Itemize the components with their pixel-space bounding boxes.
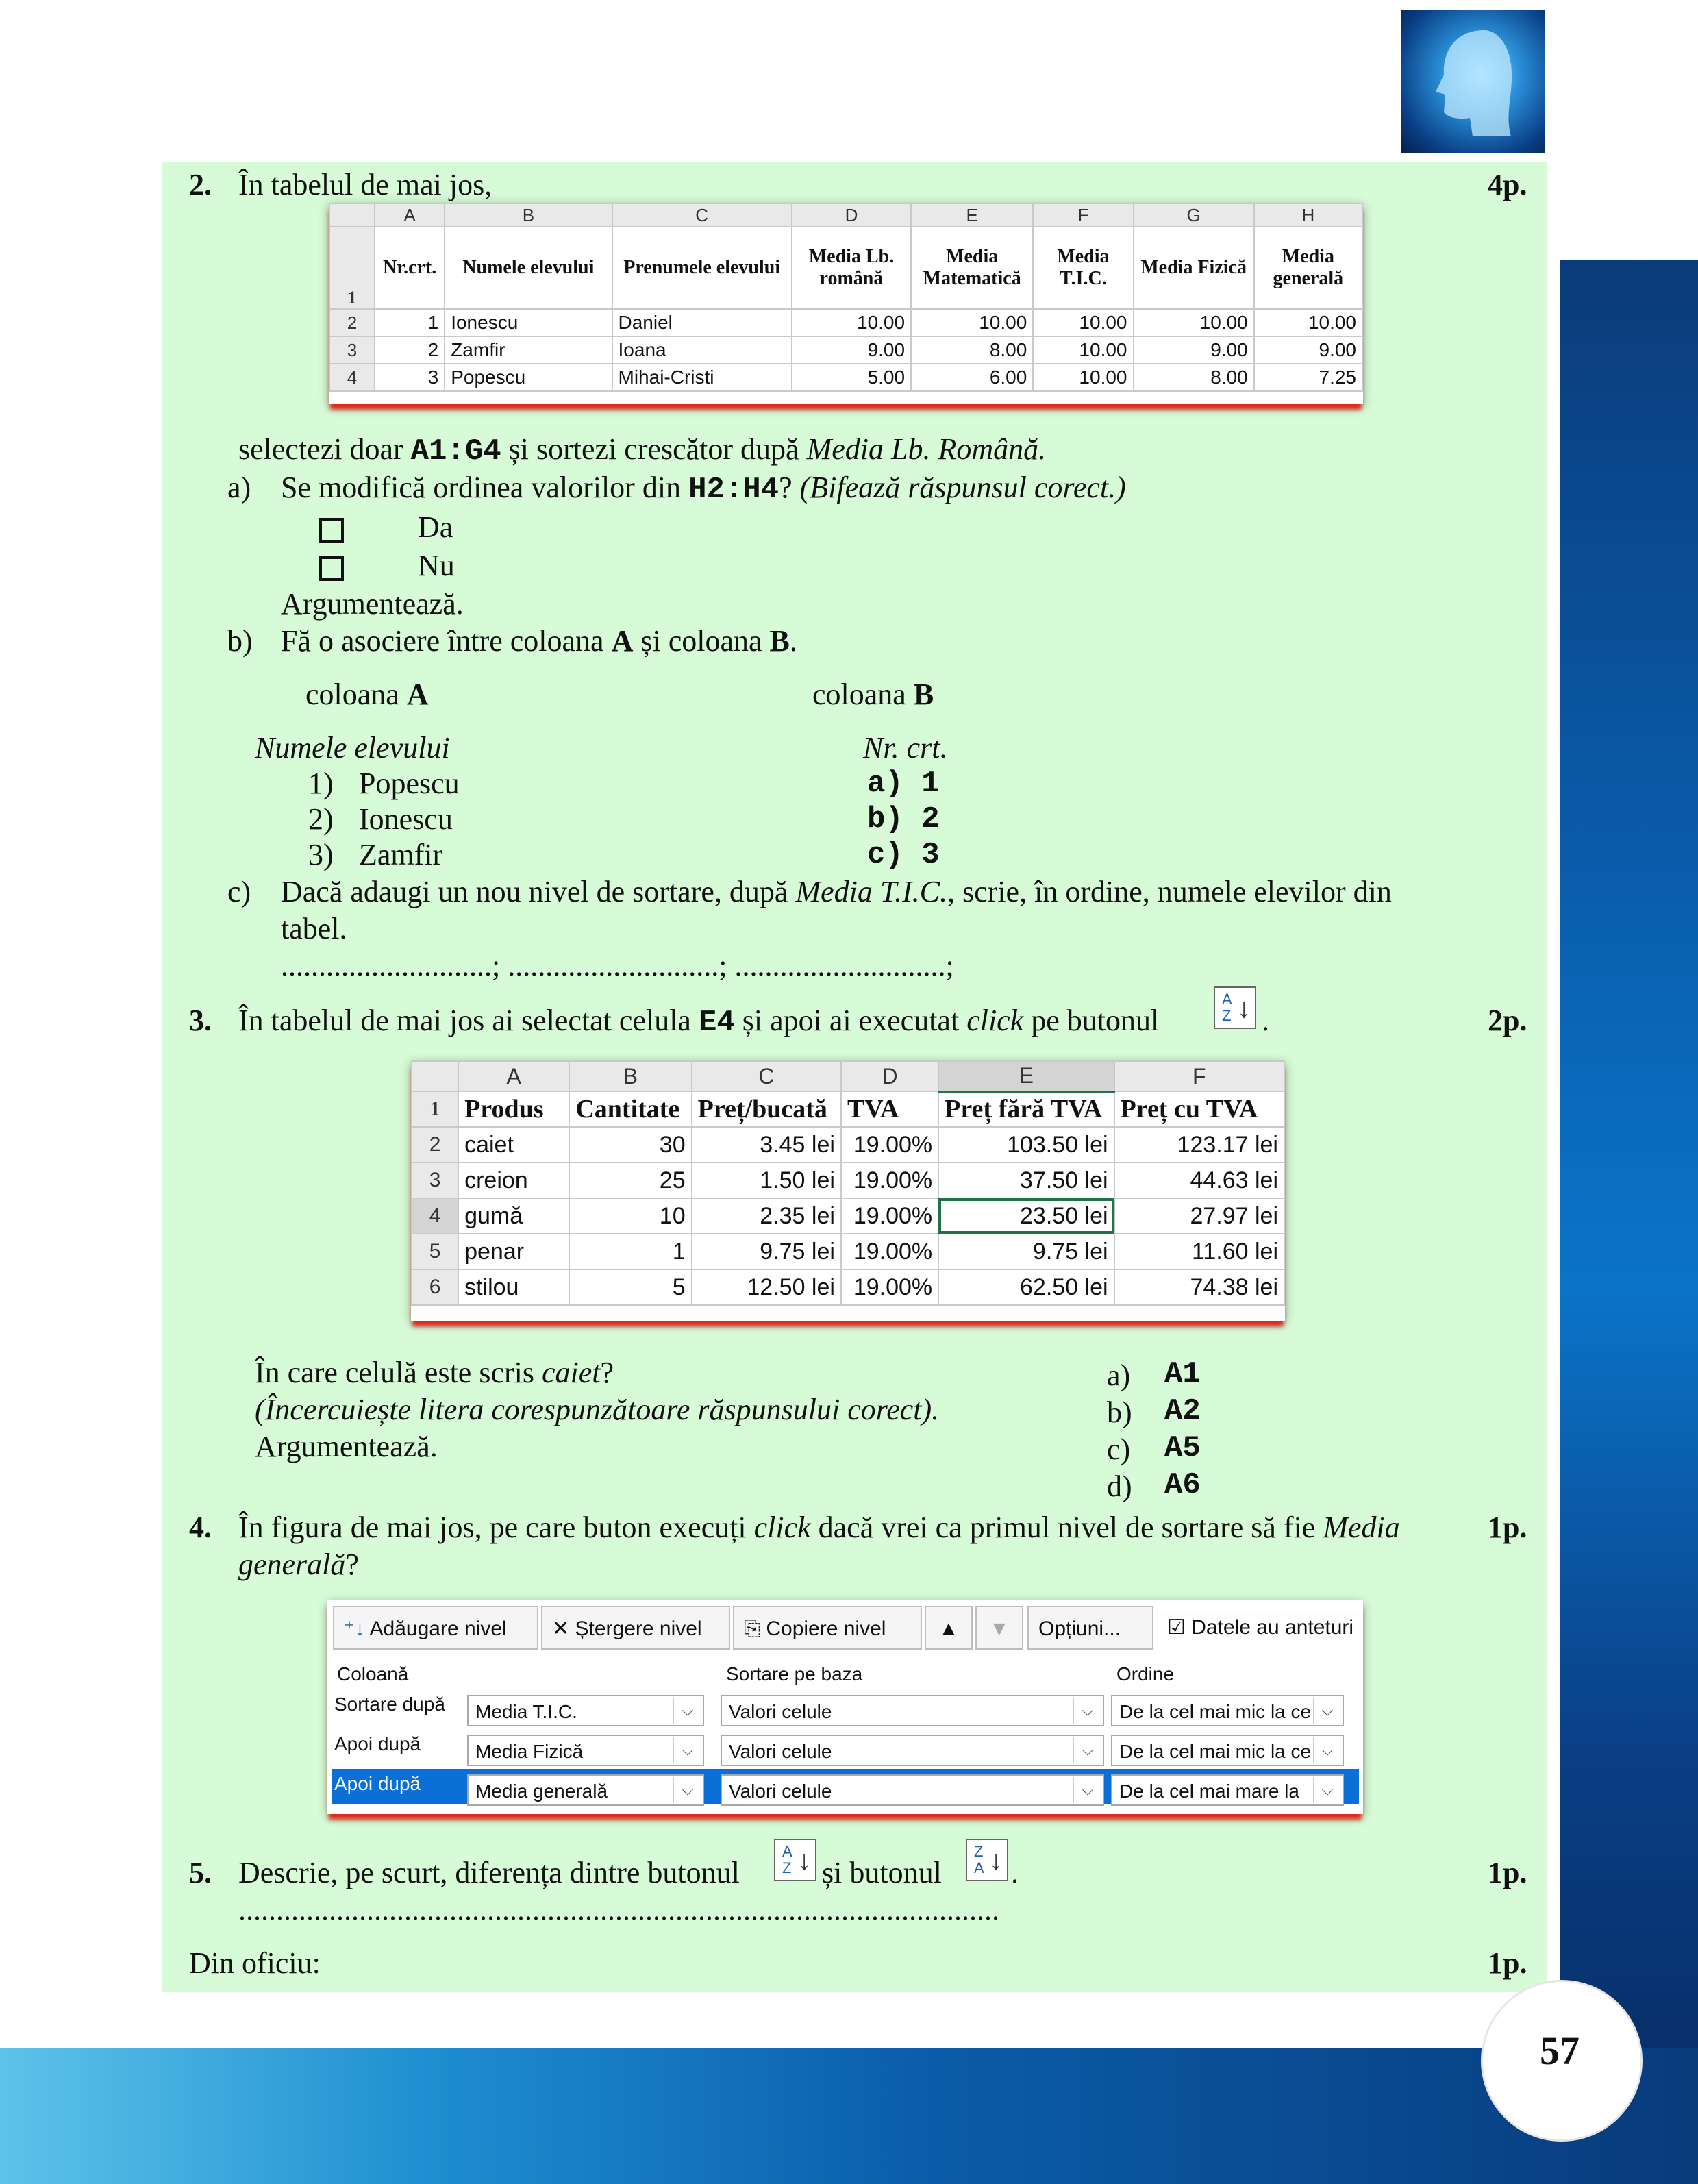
chevron-down-icon: ⌵: [1073, 1777, 1101, 1803]
table-cell[interactable]: 19.00%: [841, 1127, 938, 1163]
text: coloana: [305, 678, 407, 711]
q2-spreadsheet: [329, 203, 1363, 404]
table-cell: 8.00: [1134, 364, 1254, 391]
table-cell[interactable]: 2.35 lei: [692, 1198, 841, 1234]
row-header: 6: [412, 1269, 458, 1305]
q5-mid: și butonul: [822, 1856, 942, 1889]
q2b-label: b): [227, 624, 253, 658]
decorative-circuit-band: [1560, 260, 1698, 2124]
header-cell: Media Lb. română: [792, 227, 911, 309]
table-cell[interactable]: 10: [569, 1198, 691, 1234]
text: selectezi doar: [238, 432, 411, 466]
table-cell[interactable]: caiet: [458, 1127, 569, 1163]
sort-ascending-icon: [1214, 986, 1256, 1029]
q3-option-letter: a): [1107, 1358, 1131, 1392]
row-header: 2: [412, 1127, 458, 1163]
text: Dacă adaugi un nou nivel de sortare, după: [281, 875, 796, 908]
q3-option-value[interactable]: A2: [1164, 1394, 1201, 1428]
table-cell[interactable]: 19.00%: [841, 1269, 938, 1305]
header-cell: Preț fără TVA: [938, 1091, 1114, 1127]
table-cell: 10.00: [1134, 309, 1254, 336]
options-button[interactable]: [1027, 1606, 1153, 1650]
text: și apoi ai executat: [734, 1004, 967, 1037]
select-value: Media T.I.C.: [475, 1701, 577, 1722]
table-cell[interactable]: penar: [458, 1234, 569, 1269]
chevron-down-icon: ⌵: [1073, 1698, 1101, 1724]
arrow-down-icon: ↓: [989, 1846, 1003, 1876]
table-cell: 1: [375, 309, 445, 336]
table-cell[interactable]: 3.45 lei: [692, 1127, 841, 1163]
icon-letter: A: [974, 1859, 984, 1876]
q4-number: 4.: [189, 1511, 212, 1544]
column-heading: Coloană: [337, 1663, 409, 1685]
table-cell: 8.00: [911, 336, 1033, 364]
colA-num: 1): [308, 767, 334, 800]
q2a-question: [281, 470, 1126, 508]
delete-level-button[interactable]: [541, 1606, 730, 1650]
table-cell: Daniel: [612, 309, 792, 336]
order-select[interactable]: [1111, 1735, 1344, 1766]
button-label: Adăugare nivel: [369, 1617, 507, 1640]
text: Fă o asociere între coloana: [281, 624, 612, 658]
row-header: 5: [412, 1234, 458, 1269]
col-header: F: [1114, 1061, 1284, 1091]
text: și sortezi crescător după: [501, 432, 807, 466]
text: A: [611, 624, 634, 658]
text: ?: [779, 471, 792, 504]
sort-on-heading: Sortare pe baza: [726, 1663, 863, 1685]
move-up-icon: ▲: [938, 1617, 959, 1640]
icon-letter: Z: [782, 1859, 792, 1876]
q3-option-letter: c): [1107, 1432, 1131, 1466]
table-cell: 9.00: [1134, 336, 1254, 364]
chevron-down-icon: ⌵: [673, 1737, 701, 1763]
colA-num: 2): [308, 802, 334, 836]
q3-option-letter: d): [1107, 1469, 1132, 1503]
header-cell: Produs: [458, 1091, 569, 1127]
colB-heading: [812, 677, 934, 712]
q3-option-value[interactable]: A6: [1164, 1468, 1201, 1502]
checkbox-label: Datele au anteturi: [1191, 1616, 1354, 1639]
icon-letter: Z: [1222, 1007, 1232, 1024]
oficiu-label: Din oficiu:: [189, 1946, 321, 1980]
q2c-line2: tabel.: [281, 912, 347, 945]
copy-icon: ⎘: [744, 1617, 760, 1640]
table-cell[interactable]: 5: [569, 1269, 691, 1305]
table-cell[interactable]: 74.38 lei: [1114, 1269, 1284, 1305]
text: Media: [1323, 1511, 1400, 1544]
colA-item: Popescu: [359, 767, 460, 800]
q3-hint: (Încercuiește litera corespunzătoare răspunsului corect).: [255, 1393, 940, 1426]
q3-number: 3.: [189, 1004, 212, 1037]
text: dacă vrei ca primul nivel de sortare să fie: [810, 1511, 1323, 1544]
header-cell: Preț cu TVA: [1114, 1091, 1284, 1127]
q2-number: 2.: [189, 168, 212, 201]
table-cell: Mihai-Cristi: [612, 364, 792, 391]
col-header: A: [458, 1061, 569, 1091]
delete-icon: ✕: [552, 1617, 570, 1640]
headers-checkbox[interactable]: [1158, 1606, 1362, 1650]
table-cell[interactable]: stilou: [458, 1269, 569, 1305]
move-down-button[interactable]: [975, 1606, 1023, 1650]
q4-text: [238, 1510, 1400, 1546]
col-header: D: [841, 1061, 938, 1091]
table-cell: 10.00: [1033, 336, 1133, 364]
chevron-down-icon: ⌵: [673, 1777, 701, 1803]
col-header: B: [445, 203, 612, 227]
move-down-icon: ▼: [989, 1617, 1010, 1640]
table-cell: 9.00: [1254, 336, 1362, 364]
select-value: Media Fizică: [475, 1741, 584, 1762]
text: caiet: [542, 1356, 601, 1389]
checkbox-da-icon[interactable]: [319, 518, 344, 543]
q3-question: [255, 1355, 614, 1391]
order-select[interactable]: [1111, 1695, 1344, 1726]
level-label: Apoi după: [334, 1773, 421, 1794]
text: În figura de mai jos, pe care buton execuți: [238, 1511, 754, 1544]
text: .: [789, 624, 797, 658]
table-cell[interactable]: 27.97 lei: [1114, 1198, 1284, 1234]
text: A: [406, 678, 429, 711]
chevron-down-icon: ⌵: [1313, 1737, 1341, 1763]
text: click: [753, 1511, 811, 1544]
header-cell: Media Fizică: [1134, 227, 1254, 309]
table-cell[interactable]: 12.50 lei: [692, 1269, 841, 1305]
colA-heading: [305, 677, 429, 712]
table-cell[interactable]: 1: [569, 1234, 691, 1269]
button-label: Opțiuni...: [1038, 1617, 1121, 1640]
row-header: 2: [329, 309, 375, 336]
level-label: Sortare după: [334, 1693, 445, 1715]
col-header: C: [612, 203, 792, 227]
button-label: Ștergere nivel: [575, 1617, 702, 1640]
colA-item: Zamfir: [359, 838, 443, 871]
text: ?: [600, 1356, 614, 1389]
row-header: 3: [329, 336, 375, 364]
q2c-answer-dots: ............................; ............................; ............................;: [281, 949, 954, 982]
col-header: E: [938, 1061, 1114, 1091]
row-header: 3: [412, 1163, 458, 1198]
button-label: Copiere nivel: [766, 1617, 886, 1640]
table-cell: 10.00: [1254, 309, 1362, 336]
select-value: De la cel mai mic la ce: [1119, 1701, 1312, 1722]
range-ref: H2:H4: [688, 473, 779, 507]
q4-text-line2: [238, 1547, 359, 1583]
table-cell[interactable]: 103.50 lei: [938, 1127, 1114, 1163]
row-header: 1: [412, 1091, 458, 1127]
sort-dialog: [327, 1600, 1363, 1814]
row-header: 4: [329, 364, 375, 391]
text: , scrie, în ordine, numele elevilor din: [947, 875, 1392, 908]
table-cell[interactable]: 123.17 lei: [1114, 1127, 1284, 1163]
colB-item: a) 1: [867, 767, 940, 801]
colB-item: b) 2: [867, 802, 940, 836]
text: În care celulă este scris: [255, 1356, 542, 1389]
q2a-argue: Argumentează.: [281, 587, 464, 621]
q2b-question: [281, 623, 797, 659]
icon-letter: Z: [974, 1843, 984, 1860]
corner-cell: [412, 1061, 458, 1091]
colB-title: Nr. crt.: [863, 731, 948, 765]
table-cell[interactable]: 19.00%: [841, 1234, 938, 1269]
column-select[interactable]: [467, 1695, 704, 1726]
hint: (Bifează răspunsul corect.): [792, 471, 1126, 504]
selected-cell-e4[interactable]: 23.50 lei: [938, 1198, 1114, 1234]
arrow-down-icon: ↓: [797, 1846, 811, 1876]
header-cell: Media T.I.C.: [1033, 227, 1133, 309]
sort-on-select[interactable]: [721, 1695, 1104, 1726]
header-cell: Media generală: [1254, 227, 1362, 309]
checkbox-checked-icon: ☑: [1167, 1616, 1186, 1639]
col-header: B: [569, 1061, 691, 1091]
col-header: E: [911, 203, 1033, 227]
table-cell[interactable]: 37.50 lei: [938, 1163, 1114, 1198]
q2c-label: c): [227, 875, 251, 908]
colA-item: Ionescu: [359, 802, 453, 836]
q3-text: [238, 1003, 1159, 1041]
oficiu-points: 1p.: [1488, 1946, 1527, 1980]
sort-on-select[interactable]: [721, 1735, 1104, 1766]
table-cell: Popescu: [445, 364, 612, 391]
header-cell: Cantitate: [569, 1091, 691, 1127]
select-value: De la cel mai mare la: [1119, 1780, 1299, 1802]
q3-spreadsheet: [411, 1060, 1285, 1321]
table-cell: 6.00: [911, 364, 1033, 391]
q2-points: 4p.: [1488, 168, 1527, 201]
text: B: [769, 624, 790, 658]
select-value: Media generală: [475, 1780, 608, 1802]
header-cell: Prenumele elevului: [612, 227, 792, 309]
header-cell: Nr.crt.: [375, 227, 445, 309]
table-cell: Zamfir: [445, 336, 612, 364]
order-select[interactable]: [1111, 1774, 1344, 1806]
sort-ascending-icon: [774, 1839, 816, 1881]
q5-end: .: [1011, 1856, 1019, 1889]
chevron-down-icon: ⌵: [1313, 1777, 1341, 1803]
q2-title: În tabelul de mai jos,: [238, 168, 492, 201]
select-value: De la cel mai mic la ce: [1119, 1741, 1312, 1762]
option-nu: Nu: [418, 549, 455, 582]
table-cell[interactable]: 44.63 lei: [1114, 1163, 1284, 1198]
header-cell: TVA: [841, 1091, 938, 1127]
text: pe butonul: [1023, 1004, 1160, 1037]
col-header: D: [792, 203, 911, 227]
q5-number: 5.: [189, 1856, 212, 1889]
table-cell[interactable]: 19.00%: [841, 1198, 938, 1234]
table-cell: Ionescu: [445, 309, 612, 336]
q3-option-value[interactable]: A1: [1164, 1357, 1201, 1391]
q2-instruction: [238, 432, 1046, 469]
table-cell: 10.00: [1033, 364, 1133, 391]
order-heading: Ordine: [1116, 1663, 1175, 1685]
table-cell[interactable]: 1.50 lei: [692, 1163, 841, 1198]
text: generală: [238, 1548, 346, 1581]
cell-ref: E4: [698, 1006, 735, 1040]
table-cell[interactable]: creion: [458, 1163, 569, 1198]
add-level-button[interactable]: [333, 1606, 538, 1650]
text: ?: [345, 1548, 359, 1581]
q3-end: .: [1262, 1004, 1269, 1037]
col-header: F: [1033, 203, 1133, 227]
colA-num: 3): [308, 838, 334, 871]
col-header: H: [1254, 203, 1362, 227]
header-cell: Media Matematică: [911, 227, 1033, 309]
table-cell: 2: [375, 336, 445, 364]
ai-head-logo-icon: [1401, 10, 1545, 153]
table-cell: 10.00: [911, 309, 1033, 336]
text: și coloana: [633, 624, 770, 658]
arrow-down-icon: ↓: [1237, 993, 1251, 1023]
table-cell[interactable]: 9.75 lei: [938, 1234, 1114, 1269]
table-cell[interactable]: 62.50 lei: [938, 1269, 1114, 1305]
range-ref: A1:G4: [410, 434, 501, 469]
text: coloana: [812, 678, 914, 711]
table-cell[interactable]: 30: [569, 1127, 691, 1163]
column-select[interactable]: [467, 1735, 704, 1766]
text: click: [966, 1004, 1024, 1037]
q2c-question: [281, 874, 1392, 910]
decorative-bottom-band: [0, 2048, 1698, 2184]
column-name: Media Lb. Română.: [806, 432, 1047, 466]
sort-on-select[interactable]: [721, 1774, 1104, 1806]
q2a-label: a): [227, 471, 251, 504]
level-label: Apoi după: [334, 1733, 421, 1754]
table-cell[interactable]: 9.75 lei: [692, 1234, 841, 1269]
text: B: [913, 678, 934, 711]
table-cell: 3: [375, 364, 445, 391]
table-cell: Ioana: [612, 336, 792, 364]
q3-option-letter: b): [1107, 1395, 1132, 1429]
checkbox-nu-icon[interactable]: [319, 556, 344, 581]
q3-points: 2p.: [1488, 1004, 1527, 1037]
text: În tabelul de mai jos ai selectat celula: [238, 1004, 699, 1037]
q5-text: Descrie, pe scurt, diferența dintre butonul: [238, 1856, 740, 1889]
copy-level-button[interactable]: [733, 1606, 922, 1650]
select-value: Valori celule: [729, 1780, 832, 1802]
col-header: A: [375, 203, 445, 227]
add-level-icon: ⁺↓: [344, 1617, 365, 1640]
select-value: Valori celule: [729, 1741, 832, 1762]
col-header: C: [692, 1061, 841, 1091]
q5-points: 1p.: [1488, 1856, 1527, 1889]
row-header: 1: [329, 227, 375, 309]
table-cell: 7.25: [1254, 364, 1362, 391]
table-cell: 10.00: [792, 309, 911, 336]
move-up-button[interactable]: [925, 1606, 973, 1650]
icon-letter: A: [1222, 991, 1232, 1008]
q3-argue: Argumentează.: [255, 1430, 438, 1463]
column-name: Media T.I.C.: [795, 875, 948, 908]
chevron-down-icon: ⌵: [673, 1698, 701, 1724]
q5-answer-dots: .....................................................................................................: [238, 1893, 999, 1926]
page-number: 57: [1540, 2028, 1580, 2073]
table-cell[interactable]: gumă: [458, 1198, 569, 1234]
table-cell: 9.00: [792, 336, 911, 364]
col-header: G: [1134, 203, 1254, 227]
row-header: 4: [412, 1198, 458, 1234]
chevron-down-icon: ⌵: [1073, 1737, 1101, 1763]
text: Se modifică ordinea valorilor din: [281, 471, 689, 504]
sort-descending-icon: [966, 1839, 1008, 1881]
column-select[interactable]: [467, 1774, 704, 1806]
header-cell: Preț/bucată: [692, 1091, 841, 1127]
corner-cell: [329, 203, 375, 227]
q4-points: 1p.: [1488, 1511, 1527, 1544]
table-cell[interactable]: 19.00%: [841, 1163, 938, 1198]
option-da: Da: [418, 510, 453, 544]
table-cell[interactable]: 25: [569, 1163, 691, 1198]
select-value: Valori celule: [729, 1701, 832, 1722]
table-cell: 5.00: [792, 364, 911, 391]
table-cell: 10.00: [1033, 309, 1133, 336]
chevron-down-icon: ⌵: [1313, 1698, 1341, 1724]
colB-item: c) 3: [867, 838, 940, 872]
icon-letter: A: [782, 1843, 792, 1860]
colA-title: Numele elevului: [255, 731, 450, 765]
q3-option-value[interactable]: A5: [1164, 1431, 1201, 1465]
header-cell: Numele elevului: [445, 227, 612, 309]
table-cell[interactable]: 11.60 lei: [1114, 1234, 1284, 1269]
